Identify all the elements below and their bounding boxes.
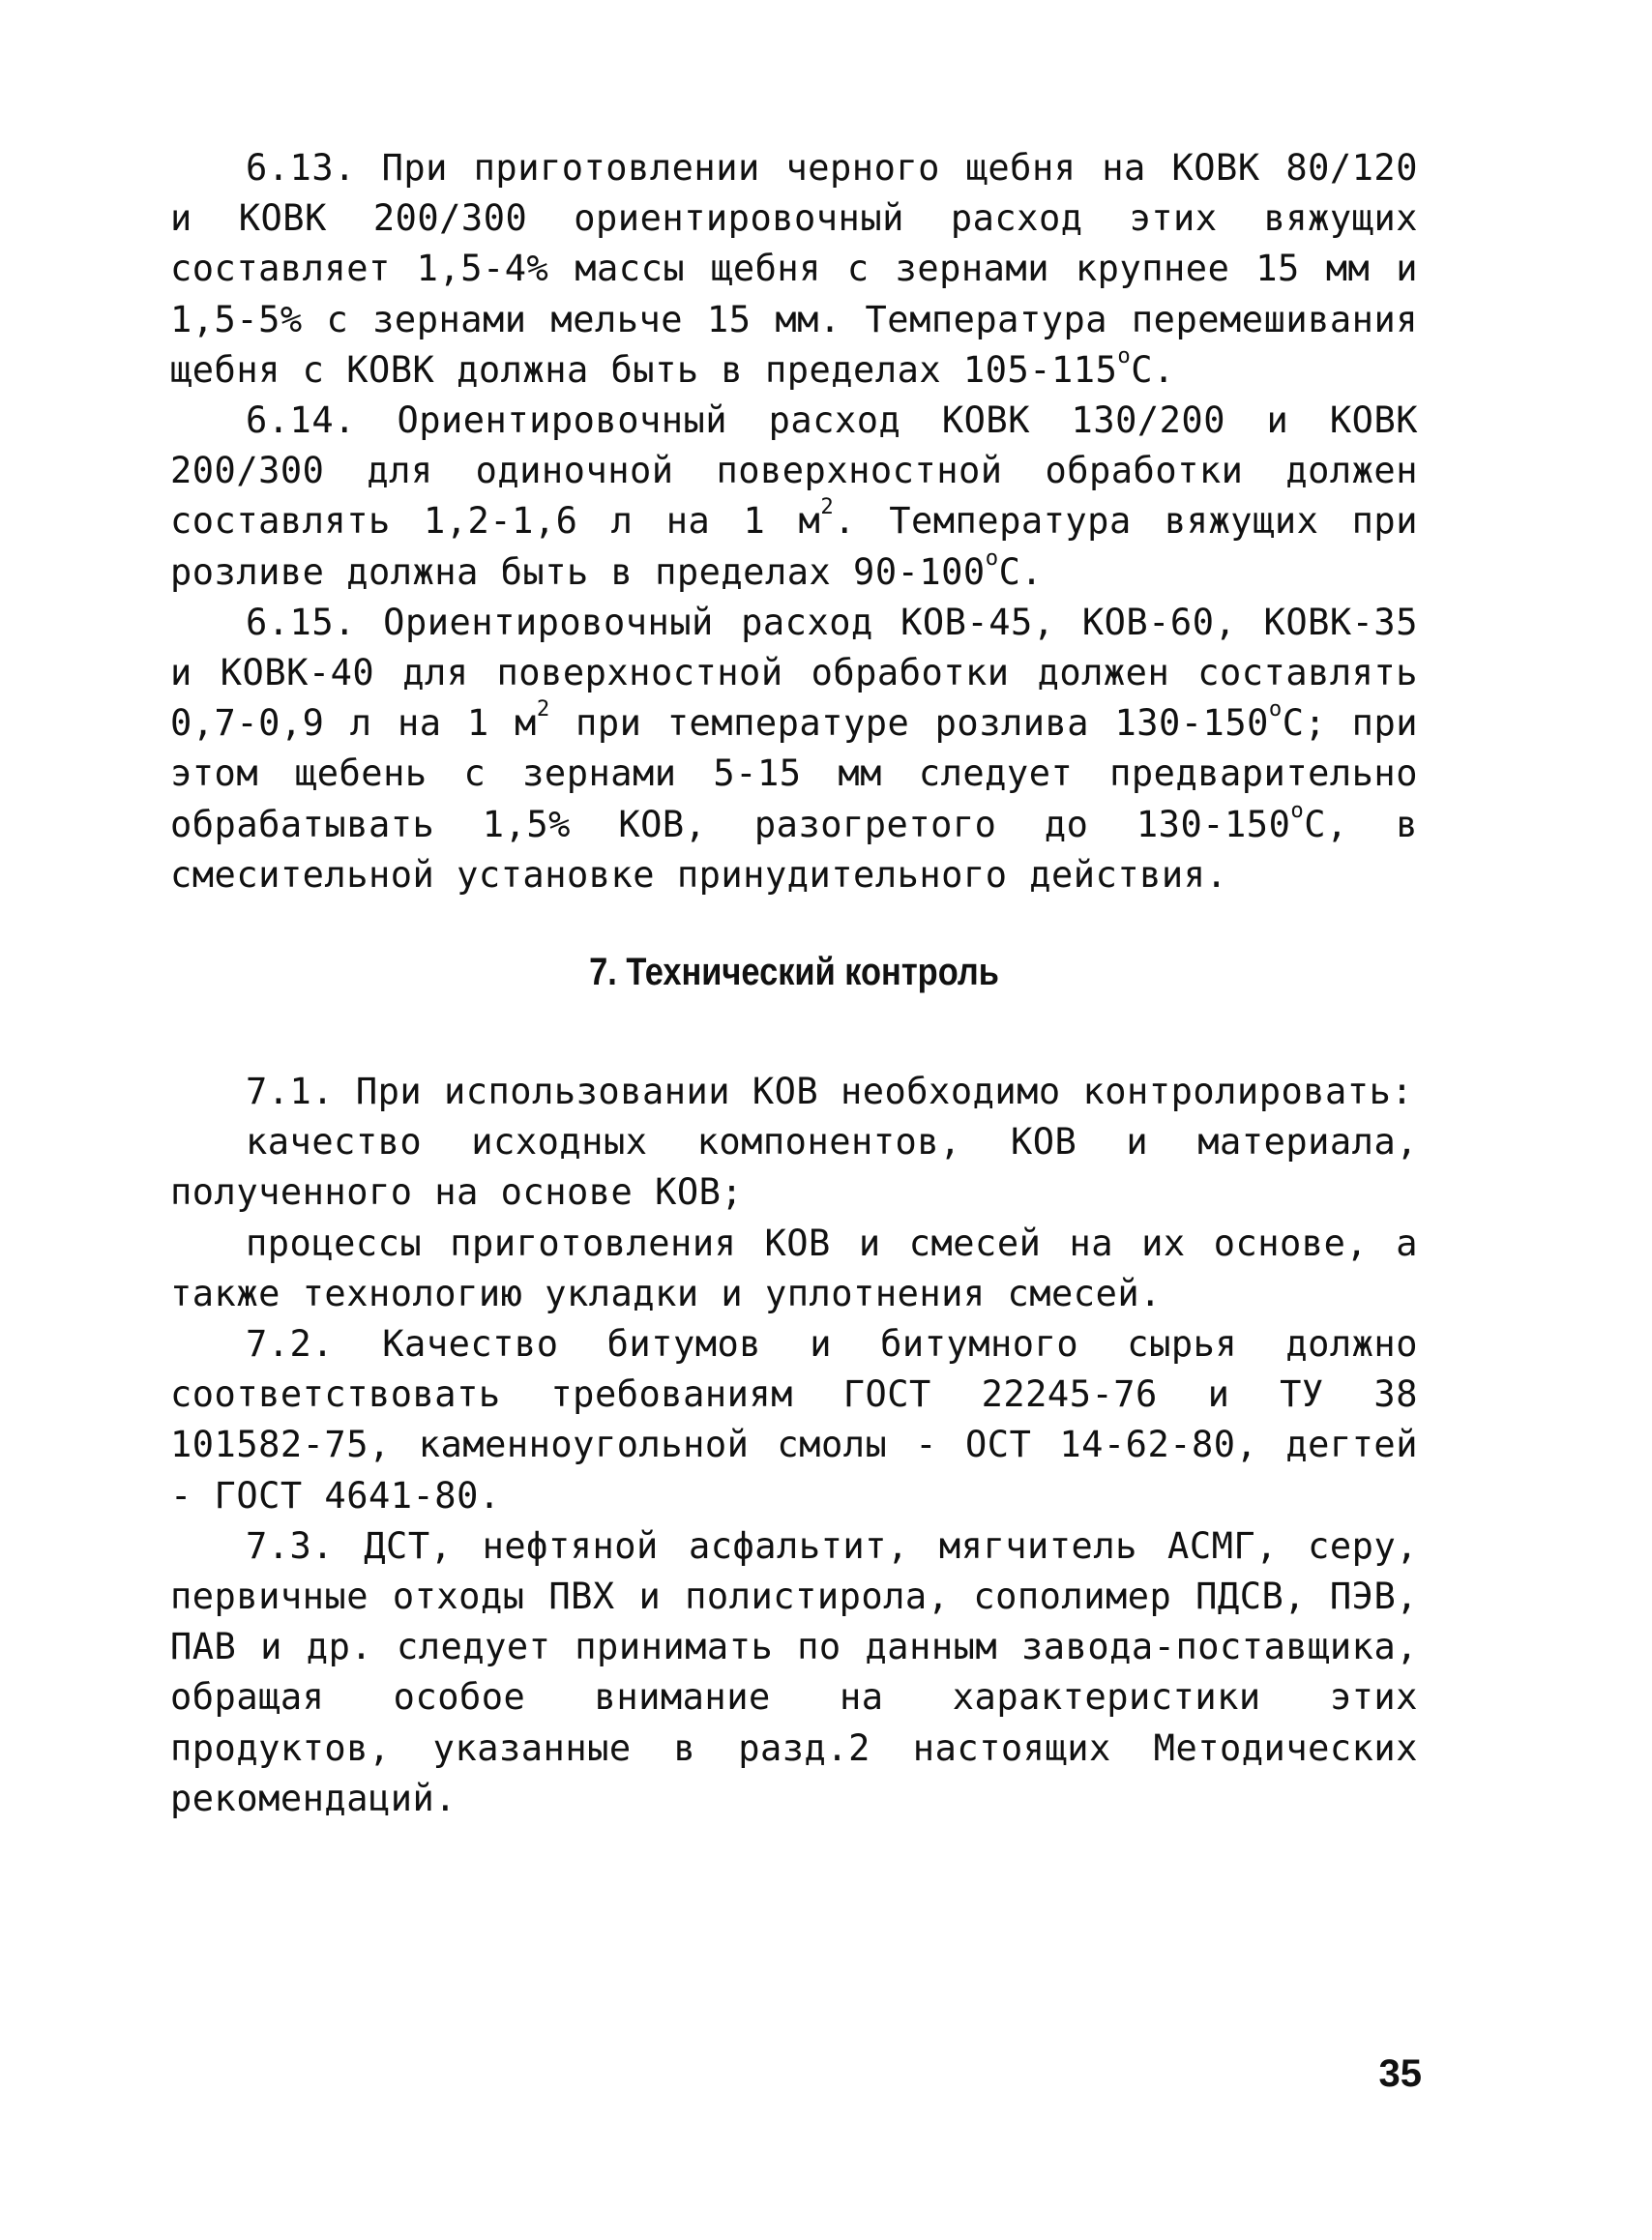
- paragraph-6-15-mid: при температуре розлива 130-150: [549, 702, 1269, 745]
- degree-sign: о: [1290, 797, 1305, 823]
- paragraph-6-15-mid2: С; при этом щебень с зернами 5-15 мм следует предварительно обрабатывать 1,5% КОВ, разогретого до 130-150: [170, 702, 1419, 845]
- degree-sign: о: [985, 545, 999, 571]
- paragraph-7-1-item-1: качество исходных компонентов, КОВ и материала, полученного на основе КОВ;: [170, 1121, 1418, 1214]
- square-superscript: 2: [820, 494, 835, 520]
- degree-sign: о: [1268, 696, 1283, 722]
- square-superscript: 2: [536, 696, 550, 722]
- paragraph-6-13-text: 6.13. При приготовлении черного щебня на КОВК 80/120 и КОВК 200/300 ориентировочный расход этих вяжущих составляет 1,5-4% массы щебня с зернами крупнее 15 мм и 1,5-5% с зернами мельче 15 мм. Температура перемешивания щебня с КОВК должна быть в пределах 105-115: [170, 147, 1418, 391]
- paragraph-6-15: [170, 598, 1418, 900]
- paragraph-7-2: 7.2. Качество битумов и битумного сырья должно соответствовать требованиям ГОСТ 22245-76 и ТУ 38 101582-75, каменноугольной смолы - ОСТ 14-62-80, дегтей - ГОСТ 4641-80.: [170, 1323, 1418, 1517]
- degree-sign: о: [1117, 342, 1132, 368]
- paragraph-6-14-text: 6.14. Ориентировочный расход КОВК 130/200 и КОВК 200/300 для одиночной поверхностной обработки должен составлять 1,2-1,6 л на 1 м: [170, 399, 1418, 543]
- paragraph-6-15-end: С, в смесительной установке принудительного действия.: [170, 803, 1418, 896]
- body-text: [170, 143, 1418, 1824]
- section-heading: 7. Технический контроль: [589, 951, 999, 994]
- paragraph-7-1-item-2: процессы приготовления КОВ и смесей на их основе, а также технологию укладки и уплотнения смесей.: [170, 1222, 1418, 1314]
- paragraph-6-13: [170, 143, 1418, 396]
- paragraph-6-14: [170, 396, 1418, 598]
- paragraph-6-14-mid: . Температура вяжущих при розливе должна быть в пределах 90-100: [170, 500, 1418, 593]
- paragraph-6-14-end: С.: [998, 550, 1044, 593]
- paragraph-7-1: 7.1. При использовании КОВ необходимо контролировать:: [246, 1071, 1414, 1113]
- paragraph-6-13-end: С.: [1131, 348, 1175, 391]
- paragraph-7-3: 7.3. ДСТ, нефтяной асфальтит, мягчитель АСМГ, серу, первичные отходы ПВХ и полистирола, сополимер ПДСВ, ПЭВ, ПАВ и др. следует принимать по данным завода-поставщика, обращая особое внимание на характеристики этих продуктов, указанные в разд.2 настоящих Методических рекомендаций.: [170, 1524, 1418, 1819]
- page-number: 35: [1378, 2052, 1422, 2095]
- paragraph-6-15-text: 6.15. Ориентировочный расход КОВ-45, КОВ-60, КОВК-35 и КОВК-40 для поверхностной обработки должен составлять 0,7-0,9 л на 1 м: [170, 601, 1418, 745]
